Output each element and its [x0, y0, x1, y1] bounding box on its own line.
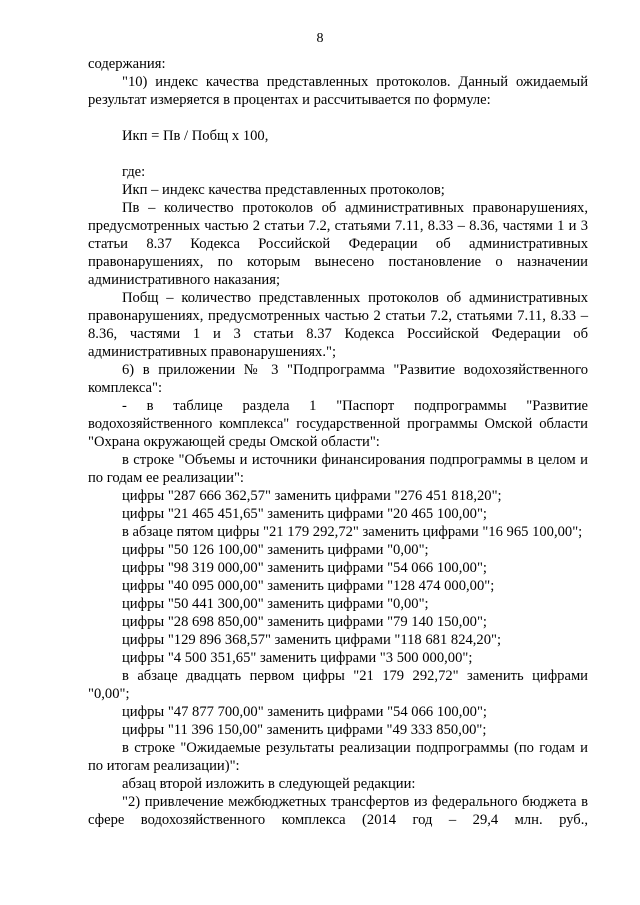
- paragraph-ikp-definition: Икп – индекс качества представленных протоколов;: [122, 182, 445, 198]
- paragraph-table-section-1: - в таблице раздела 1 "Паспорт подпрограммы "Развитие водохозяйственного комплекса" государственной программы Омской области "Охрана окружающей среды Омской области":: [88, 398, 588, 450]
- paragraph-expected-results-row: в строке "Ожидаемые результаты реализации подпрограммы (по годам и по итогам реализации)":: [88, 740, 588, 774]
- paragraph-replace-7: цифры "28 698 850,00" заменить цифрами "79 140 150,00";: [122, 614, 487, 630]
- paragraph-fifth-abzats: в абзаце пятом цифры "21 179 292,72" заменить цифрами "16 965 100,00";: [122, 524, 583, 540]
- paragraph-replace-11: цифры "11 396 150,00" заменить цифрами "49 333 850,00";: [122, 722, 487, 738]
- paragraph-financing-row: в строке "Объемы и источники финансирования подпрограммы в целом и по годам ее реализации":: [88, 452, 588, 486]
- paragraph-replace-10: цифры "47 877 700,00" заменить цифрами "54 066 100,00";: [122, 704, 487, 720]
- paragraph-continuation: содержания:: [88, 56, 166, 72]
- paragraph-second-abzats: абзац второй изложить в следующей редакции:: [122, 776, 416, 792]
- paragraph-replace-1: цифры "287 666 362,57" заменить цифрами "276 451 818,20";: [122, 488, 502, 504]
- paragraph-replace-9: цифры "4 500 351,65" заменить цифрами "3 500 000,00";: [122, 650, 473, 666]
- paragraph-transfers: "2) привлечение межбюджетных трансфертов из федерального бюджета в сфере водохозяйственного комплекса (2014 год – 29,4 млн. руб.,: [88, 794, 588, 828]
- paragraph-replace-6: цифры "50 441 300,00" заменить цифрами "0,00";: [122, 596, 429, 612]
- paragraph-pobshch-definition: Побщ – количество представленных протоколов об административных правонарушениях, предусмотренных частью 2 статьи 7.2, статьями 7.11, 8.33 – 8.36, частями 1 и 3 статьи 8.37 Кодекса Российской Федерации об административных правонарушениях.";: [88, 290, 588, 360]
- paragraph-replace-8: цифры "129 896 368,57" заменить цифрами "118 681 824,20";: [122, 632, 502, 648]
- paragraph-pv-definition: Пв – количество протоколов об административных правонарушениях, предусмотренных частью 2 статьи 7.2, статьями 7.11, 8.33 – 8.36, частями 1 и 3 статьи 8.37 Кодекса Российской Федерации об административных правонарушениях, по которым вынесено постановление о назначении административного наказания;: [88, 200, 588, 288]
- paragraph-twenty-first-abzats: в абзаце двадцать первом цифры "21 179 292,72" заменить цифрами "0,00";: [88, 668, 588, 702]
- formula: Икп = Пв / Побщ х 100,: [122, 128, 269, 144]
- paragraph-replace-5: цифры "40 095 000,00" заменить цифрами "128 474 000,00";: [122, 578, 495, 594]
- document-body: [88, 55, 588, 829]
- paragraph-replace-4: цифры "98 319 000,00" заменить цифрами "54 066 100,00";: [122, 560, 487, 576]
- paragraph-replace-3: цифры "50 126 100,00" заменить цифрами "0,00";: [122, 542, 429, 558]
- page-number: 8: [316, 31, 324, 46]
- paragraph-indicator-10: "10) индекс качества представленных протоколов. Данный ожидаемый результат измеряется в процентах и рассчитывается по формуле:: [88, 74, 588, 108]
- paragraph-where: где:: [122, 164, 146, 180]
- paragraph-replace-2: цифры "21 465 451,65" заменить цифрами "20 465 100,00";: [122, 506, 487, 522]
- paragraph-appendix-3: 6) в приложении № 3 "Подпрограмма "Развитие водохозяйственного комплекса":: [88, 362, 588, 396]
